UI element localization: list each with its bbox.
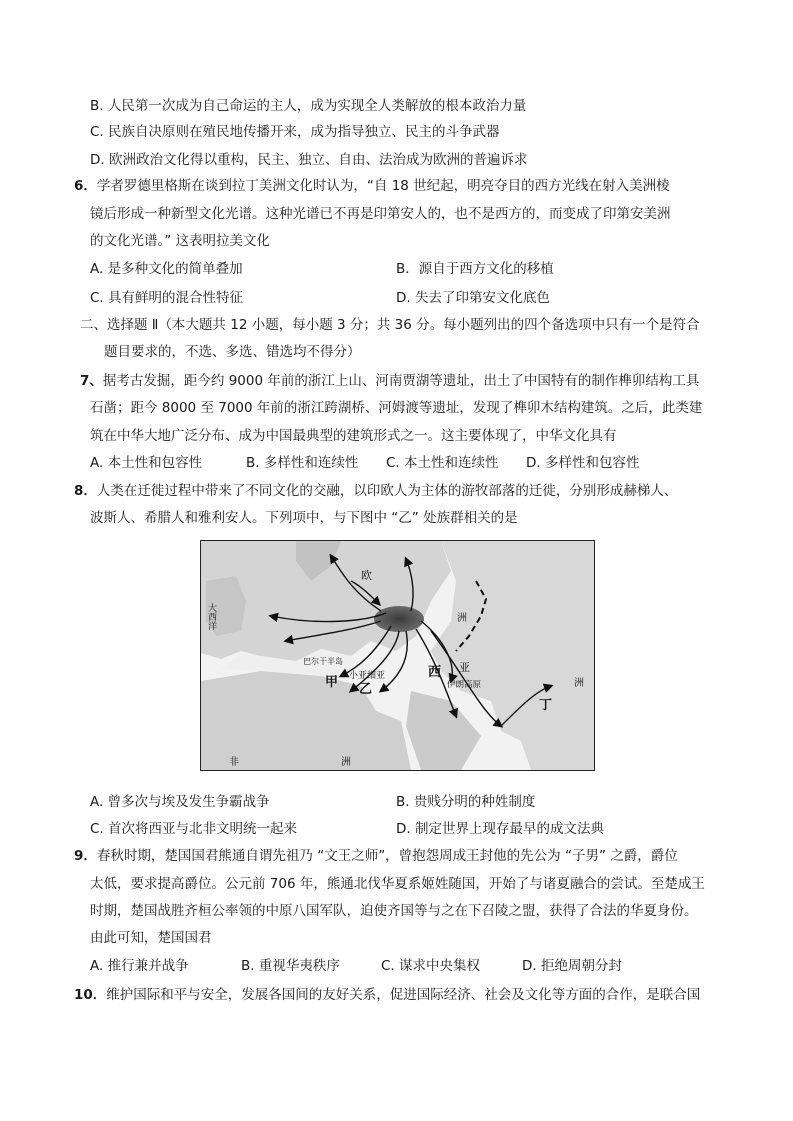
q5-option-c: C. 民族自决原则在殖民地传播开来，成为指导独立、民主的斗争武器 bbox=[90, 124, 500, 140]
q5-option-d: D. 欧洲政治文化得以重构，民主、独立、自由、法治成为欧洲的普遍诉求 bbox=[90, 152, 528, 168]
label-ding: 丁 bbox=[539, 698, 553, 713]
q6-option-c: C. 具有鲜明的混合性特征 bbox=[90, 290, 244, 306]
q6-option-a: A. 是多种文化的简单叠加 bbox=[90, 261, 243, 277]
label-africa-fei: 非 bbox=[229, 757, 239, 768]
q9-stem-line-4: 由此可知，楚国国君 bbox=[90, 930, 212, 946]
homeland-blob bbox=[374, 606, 424, 632]
q8-option-a: A. 曾多次与埃及发生争霸战争 bbox=[90, 794, 270, 810]
q6-stem-line-2: 镜后形成一种新型文化光谱。这种光谱已不再是印第安人的，也不是西方的，而变成了印第安美洲 bbox=[90, 206, 671, 222]
label-left-sea: 大西洋 bbox=[206, 603, 216, 630]
q8-stem-line-1: 8．人类在迁徙过程中带来了不同文化的交融，以印欧人为主体的游牧部落的迁徙，分别形成赫梯人、 bbox=[74, 483, 678, 499]
label-asia: 亚 bbox=[459, 661, 470, 674]
q10-stem-line-1: 10．维护国际和平与安全，发展各国间的友好关系，促进国际经济、社会及文化等方面的合作，是联合国 bbox=[74, 987, 701, 1003]
label-yi: 乙 bbox=[359, 682, 373, 697]
q8-option-c: C. 首次将西亚与北非文明统一起来 bbox=[90, 821, 298, 837]
label-europe: 欧 bbox=[361, 569, 372, 582]
q7-stem-line-1: 7、据考古发掘，距今约 9000 年前的浙江上山、河南贾湖等遗址，出土了中国特有的制作榫卯结构工具 bbox=[80, 373, 700, 389]
q9-stem-line-3: 时期，楚国战胜齐桓公率领的中原八国军队，迫使齐国等与之在下召陵之盟，获得了合法的华夏身份。 bbox=[90, 903, 698, 919]
migration-map-svg bbox=[201, 541, 594, 770]
q10-number: 10． bbox=[74, 987, 107, 1003]
label-asia-top: 洲 bbox=[457, 613, 467, 624]
q7-option-c: C. 本土性和连续性 bbox=[386, 455, 499, 471]
label-balkan: 巴尔干半岛 bbox=[303, 657, 343, 666]
q5-option-b: B. 人民第一次成为自己命运的主人，成为实现全人类解放的根本政治力量 bbox=[90, 98, 527, 114]
q9-option-b: B. 重视华夷秩序 bbox=[241, 958, 340, 974]
q6-stem-line-1: 6．学者罗德里格斯在谈到拉丁美洲文化时认为，“自 18 世纪起，明亮夺目的西方光线在射入美洲棱 bbox=[74, 178, 670, 194]
q7-stem-line-2: 石凿；距今 8000 至 7000 年前的浙江跨湖桥、河姆渡等遗址，发现了榫卯木结构建筑。之后，此类建 bbox=[90, 400, 703, 416]
label-asia-right: 洲 bbox=[574, 678, 584, 689]
q7-option-d: D. 多样性和包容性 bbox=[526, 455, 640, 471]
section-2-header-line-1: 二、选择题 Ⅱ（本大题共 12 小题，每小题 3 分；共 36 分。每小题列出的四个备选项中只有一个是符合 bbox=[80, 317, 700, 333]
label-asia-minor: 小亚细亚 bbox=[349, 671, 386, 681]
q8-option-d: D. 制定世界上现存最早的成文法典 bbox=[396, 821, 604, 837]
q9-option-d: D. 拒绝周朝分封 bbox=[522, 958, 622, 974]
q7-option-a: A. 本土性和包容性 bbox=[90, 455, 203, 471]
q9-stem-line-2: 太低，要求提高爵位。公元前 706 年，熊通北伐华夏系姬姓随国，开始了与诸夏融合的尝试。至楚成王 bbox=[90, 876, 705, 892]
q8-number: 8． bbox=[74, 483, 97, 499]
q8-stem-line-2: 波斯人、希腊人和雅利安人。下列项中，与下图中 “乙” 处族群相关的是 bbox=[90, 510, 518, 526]
label-west: 西 bbox=[428, 665, 442, 680]
q6-number: 6． bbox=[74, 178, 97, 194]
q6-option-b: B．源自于西方文化的移植 bbox=[396, 261, 554, 277]
q9-stem-line-1: 9．春秋时期，楚国国君熊通自谓先祖乃 “文王之师”，曾抱怨周成王封他的先公为 “子男” 之爵，爵位 bbox=[74, 848, 678, 864]
label-jia: 甲 bbox=[325, 675, 339, 690]
q6-option-d: D. 失去了印第安文化底色 bbox=[396, 290, 550, 306]
label-iran: 伊朗高原 bbox=[447, 680, 482, 690]
q6-stem-line-3: 的文化光谱。” 这表明拉美文化 bbox=[90, 233, 271, 249]
q7-option-b: B. 多样性和连续性 bbox=[246, 455, 359, 471]
q8-option-b: B. 贵贱分明的种姓制度 bbox=[396, 794, 536, 810]
migration-map bbox=[200, 540, 595, 771]
q9-option-a: A. 推行兼并战争 bbox=[90, 958, 189, 974]
q7-number: 7、 bbox=[80, 373, 103, 389]
label-africa-zhou: 洲 bbox=[341, 757, 351, 768]
q7-stem-line-3: 筑在中华大地广泛分布、成为中国最典型的建筑形式之一。这主要体现了，中华文化具有 bbox=[90, 428, 617, 444]
q9-option-c: C. 谋求中央集权 bbox=[381, 958, 481, 974]
section-2-header-line-2: 题目要求的，不选、多选、错选均不得分） bbox=[104, 344, 361, 360]
q9-number: 9． bbox=[74, 848, 97, 864]
